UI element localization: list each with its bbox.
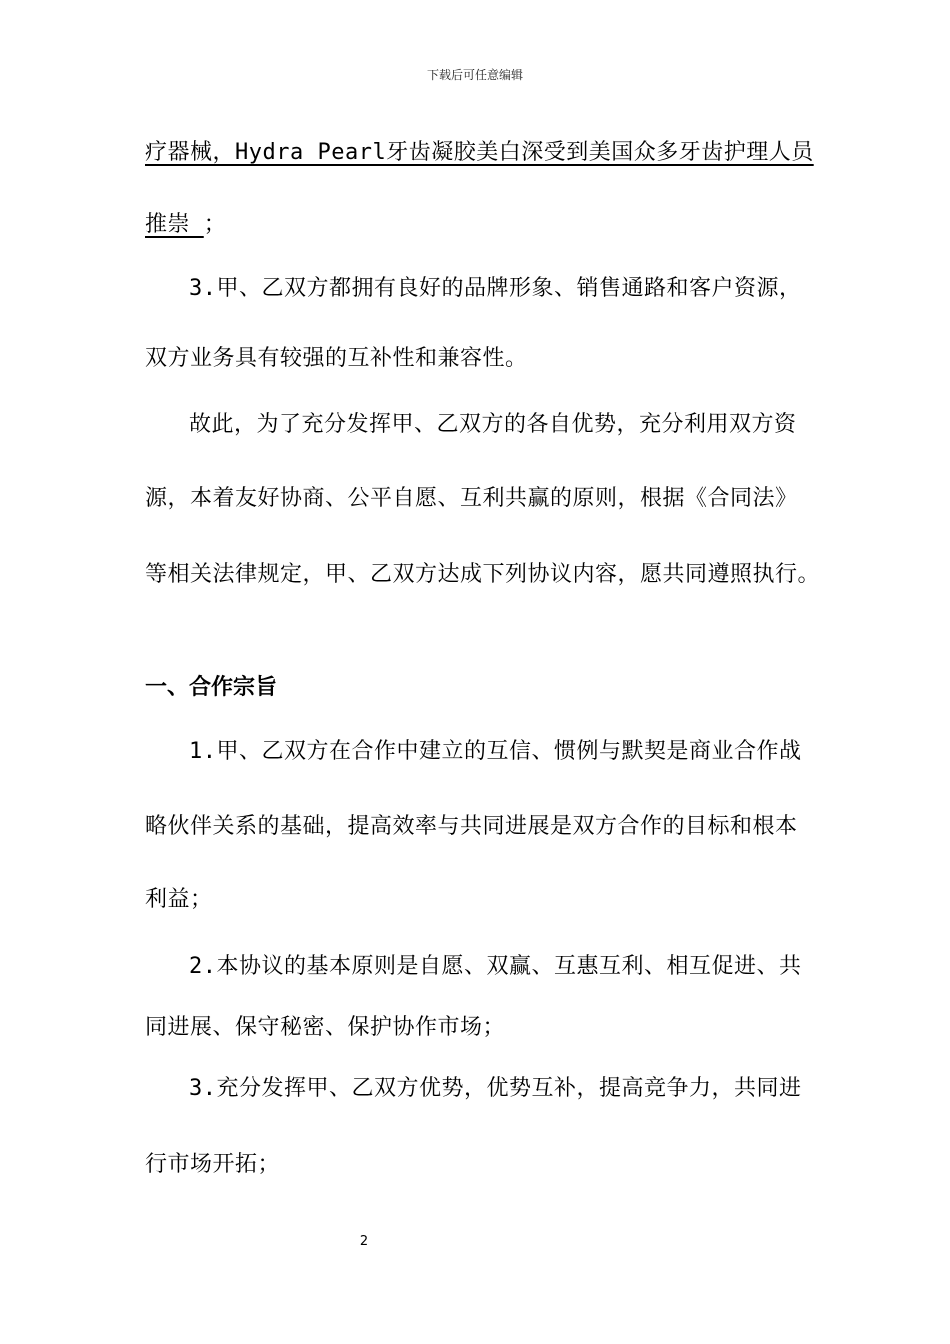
paragraph-line: 2.本协议的基本原则是自愿、双赢、互惠互利、相互促进、共 (189, 954, 802, 979)
paragraph-line: 同进展、保守秘密、保护协作市场； (145, 1015, 506, 1040)
paragraph-line: 疗器械，Hydra Pearl牙齿凝胶美白深受到美国众多牙齿护理人员 (145, 140, 814, 165)
paragraph-line: 行市场开拓； (145, 1152, 281, 1177)
section-heading: 一、合作宗旨 (145, 675, 278, 700)
paragraph-line: 利益； (145, 887, 213, 912)
paragraph-line (145, 210, 226, 240)
page-header: 下载后可任意编辑 (426, 68, 523, 82)
page-number: 2 (359, 1234, 369, 1249)
paragraph-line: 略伙伴关系的基础，提高效率与共同进展是双方合作的目标和根本 (145, 814, 798, 839)
paragraph-line: 双方业务具有较强的互补性和兼容性。 (145, 346, 528, 371)
paragraph-line: 源，本着友好协商、公平自愿、互利共赢的原则，根据《合同法》 (145, 486, 798, 511)
paragraph-line: 3.甲、乙双方都拥有良好的品牌形象、销售通路和客户资源， (189, 276, 802, 301)
paragraph-line: 等相关法律规定，甲、乙双方达成下列协议内容，愿共同遵照执行。 (145, 562, 821, 587)
paragraph-line: 1.甲、乙双方在合作中建立的互信、惯例与默契是商业合作战 (189, 739, 802, 764)
paragraph-line: 故此，为了充分发挥甲、乙双方的各自优势，充分利用双方资 (189, 412, 797, 437)
paragraph-line: 3.充分发挥甲、乙双方优势，优势互补，提高竞争力，共同进 (189, 1076, 802, 1101)
punctuation: ； (203, 212, 227, 237)
underlined-text: 推崇 (145, 212, 204, 237)
